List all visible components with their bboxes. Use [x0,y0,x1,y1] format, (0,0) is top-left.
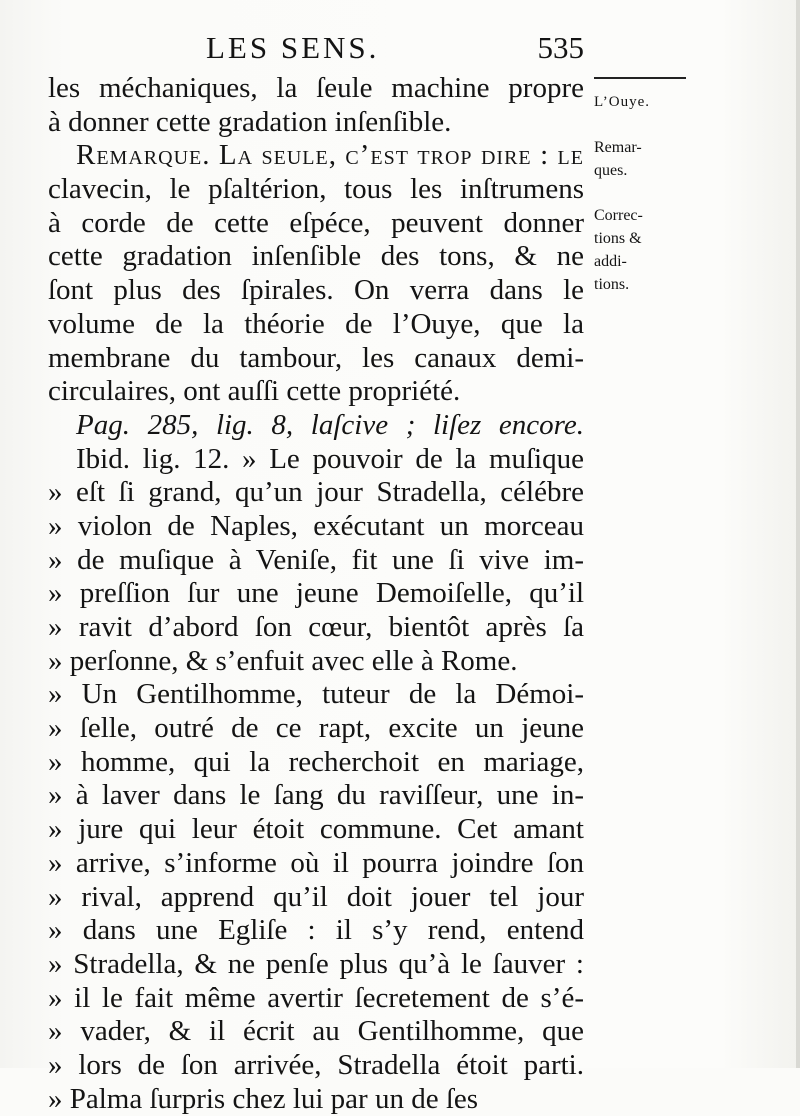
quoted-line-16: » preſſion ſur une jeune Demoiſelle, qu’il [48,577,584,610]
remark-opening-line: Remarque. La ſeule, c’eſt trop dire : le [76,139,584,172]
text-line-9: membrane du tambour, les canaux demi- [48,341,584,374]
margin-note-correc: Correc- [594,207,643,224]
margin-notes [594,77,689,317]
quoted-line-28: » il le fait même avertir ſecretement de s’é- [48,981,584,1014]
quoted-line-13: » eſt ſi grand, qu’un jour Stradella, célébre [48,476,584,509]
margin-note-addi: addi- [594,253,627,270]
margin-note-ques: ques. [594,162,628,179]
text-line-5: à corde de cette eſpéce, peuvent donner [48,206,584,239]
margin-note-remar: Remar- [594,139,642,156]
running-title: LES SENS. [206,30,380,65]
quoted-line-17: » ravit d’abord ſon cœur, bientôt après ſa [48,611,584,643]
main-text-block [48,72,584,1115]
quoted-line-18: » perſonne, & s’enfuit avec elle à Rome. [48,644,518,677]
quoted-line-31: » Palma ſurpris chez lui par un de ſes [48,1082,479,1115]
page-header [48,28,584,68]
text-line-4: clavecin, le pſaltérion, tous les inſtrumens [48,173,584,206]
quoted-line-27: » Stradella, & ne penſe plus qu’à le ſauver : [48,947,584,980]
quoted-line-20: » ſelle, outré de ce rapt, excite un jeune [48,712,584,745]
quoted-line-29: » vader, & il écrit au Gentilhomme, que [48,1015,584,1048]
quoted-line-14: » violon de Naples, exécutant un morceau [48,509,584,542]
quoted-line-15: » de muſique à Veniſe, fit une ſi vive im- [48,543,584,576]
text-line-2: à donner cette gradation inſenſible. [48,105,452,138]
quoted-line-22: » à laver dans le ſang du raviſſeur, une in- [48,779,584,812]
quoted-line-23: » jure qui leur étoit commune. Cet amant [48,813,584,846]
quoted-line-25: » rival, apprend qu’il doit jouer tel jour [48,880,584,913]
quoted-line-30: » lors de ſon arrivée, Stradella étoit parti. [48,1048,584,1081]
page-edge [796,0,800,1068]
margin-note-tions-end: tions. [594,276,630,293]
text-line-7: ſont plus des ſpirales. On verra dans le [48,274,584,307]
ibid-line: Ibid. lig. 12. » Le pouvoir de la muſique [76,442,584,475]
text-line-6: cette gradation inſenſible des tons, & ne [48,240,584,273]
correction-line: Pag. 285, lig. 8, laſcive ; liſez encore. [76,408,584,441]
margin-note-ouye: L’Ouye. [594,94,651,110]
margin-gap [594,114,689,136]
margin-gap [594,182,689,204]
text-line-1: les méchaniques, la ſeule machine propre [48,72,584,104]
margin-note-tions: tions & [594,230,642,247]
text-line-8: volume de la théorie de l’Ouye, que la [48,307,584,340]
page-number: 535 [537,30,584,65]
quoted-line-24: » arrive, s’informe où il pourra joindre ſon [48,846,584,879]
quoted-line-19: » Un Gentilhomme, tuteur de la Démoi- [48,678,584,711]
quoted-line-21: » homme, qui la recherchoit en mariage, [48,745,584,778]
margin-rule [594,77,686,79]
quoted-line-26: » dans une Egliſe : il s’y rend, entend [48,914,584,947]
text-line-10: circulaires, ont auſſi cette propriété. [48,375,461,408]
